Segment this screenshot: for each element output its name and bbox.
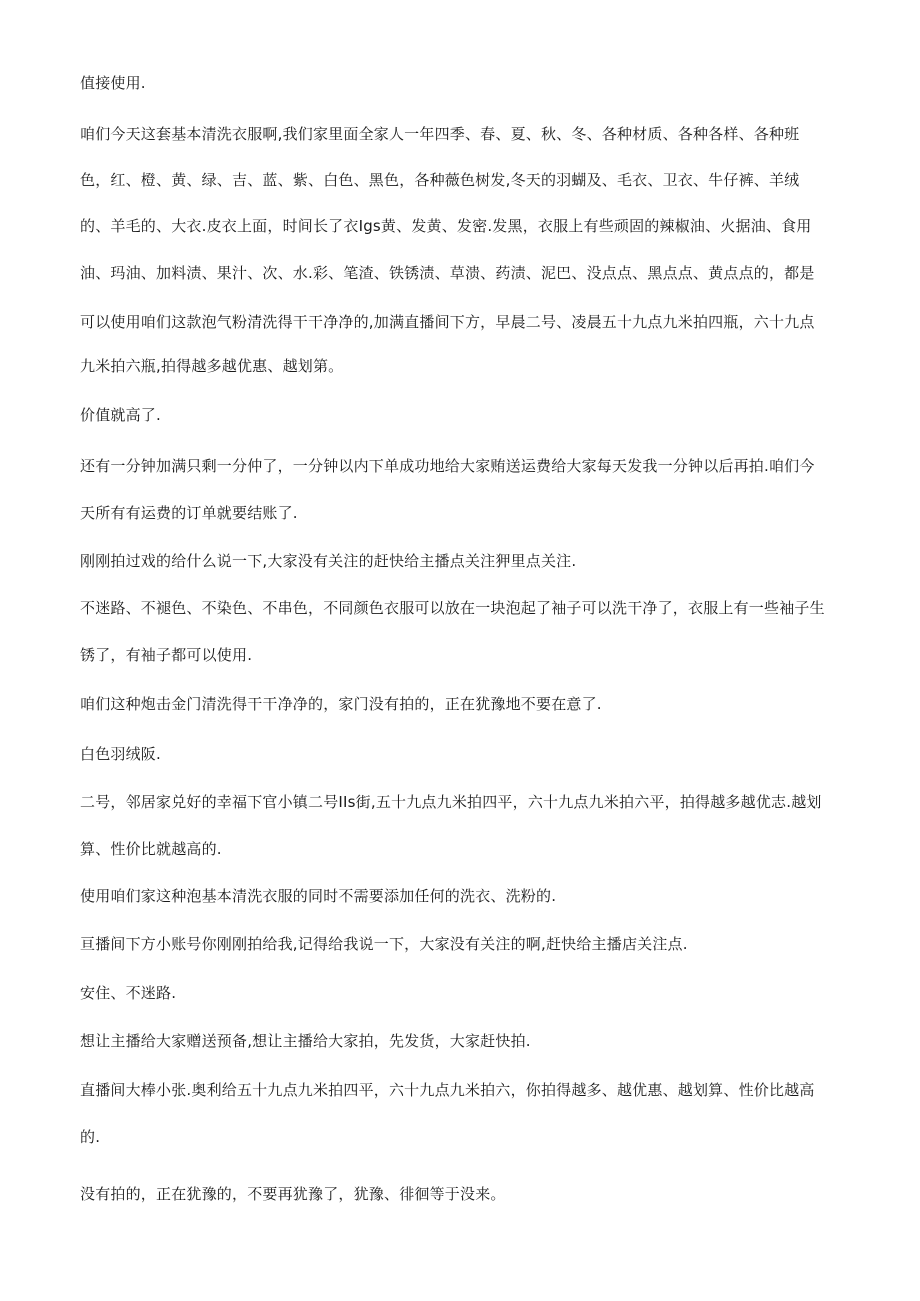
text-line: 使用咱们家这种泡基本清洗衣服的同时不需要添加任何的洗衣、洗粉的. bbox=[80, 887, 557, 905]
text-line: 锈了，有袖子都可以使用. bbox=[80, 646, 253, 664]
text-line: 可以使用咱们这款泡气粉清洗得干干净净的,加满直播间下方，早晨二号、凌晨五十九点九米拍四瓶，六十九点 bbox=[80, 313, 815, 331]
text-line: 安住、不迷路. bbox=[80, 984, 177, 1002]
text-line: 咱们今天这套基本清洗衣服啊,我们家里面全家人一年四季、春、夏、秋、冬、各种材质、各种各样、各种班 bbox=[80, 125, 800, 143]
text-line: 天所有有运费的订单就要结账了. bbox=[80, 504, 298, 522]
text-line: 咱们这种炮击金门清洗得干干净净的，家门没有拍的，正在犹豫地不要在意了. bbox=[80, 695, 602, 713]
text-line: 油、玛油、加料渍、果汁、次、水.彩、笔渣、铁锈渍、草溃、药渍、泥巴、没点点、黑点点、黄点点的，都是 bbox=[80, 264, 815, 282]
text-line: 算、性价比就越高的. bbox=[80, 840, 222, 858]
text-line: 色，红、橙、黄、绿、吉、蓝、紫、白色、黑色，各种薇色树发,冬天的羽蝴及、毛衣、卫衣、牛仔裤、羊绒 bbox=[80, 171, 800, 189]
text-line: 值接使用. bbox=[80, 74, 146, 92]
text-line: 的. bbox=[80, 1128, 101, 1146]
text-line: 想让主播给大家赠送预备,想让主播给大家拍，先发货，大家赶快拍. bbox=[80, 1032, 531, 1050]
text-line: 刚刚拍过戏的给什么说一下,大家没有关注的赶快给主播点关注狎里点关注. bbox=[80, 552, 577, 570]
text-line: 不迷路、不褪色、不染色、不串色，不同颜色衣服可以放在一块泡起了袖子可以洗干净了，衣服上有一些袖子生 bbox=[80, 599, 825, 617]
text-line: 二号，邻居家兑好的幸福下官小镇二号IIs街,五十九点九米拍四平，六十九点九米拍六平，拍得越多越优志.越划 bbox=[80, 793, 822, 811]
text-line: 的、羊毛的、大衣.皮衣上面，时间长了衣Igs黄、发黄、发密.发黑，衣服上有些顽固的辣椒油、火据油、食用 bbox=[80, 217, 812, 235]
text-line: 九米拍六瓶,拍得越多越优惠、越划第。 bbox=[80, 357, 344, 375]
text-line: 亘播间下方小账号你刚刚拍给我,记得给我说一下，大家没有关注的啊,赶快给主播店关注点. bbox=[80, 935, 688, 953]
text-line: 白色羽绒阪. bbox=[80, 745, 161, 763]
text-line: 还有一分钟加满只剩一分仲了，一分钟以内下单成功地给大家贿送运费给大家每天发我一分钟以后再拍.咱们今 bbox=[80, 457, 815, 475]
text-line: 没有拍的，正在犹豫的，不要再犹豫了，犹豫、徘徊等于没来。 bbox=[80, 1185, 506, 1203]
text-line: 直播间大棒小张.奥利给五十九点九米拍四平，六十九点九米拍六，你拍得越多、越优惠、越划算、性价比越高 bbox=[80, 1081, 815, 1099]
text-line: 价值就高了. bbox=[80, 406, 161, 424]
